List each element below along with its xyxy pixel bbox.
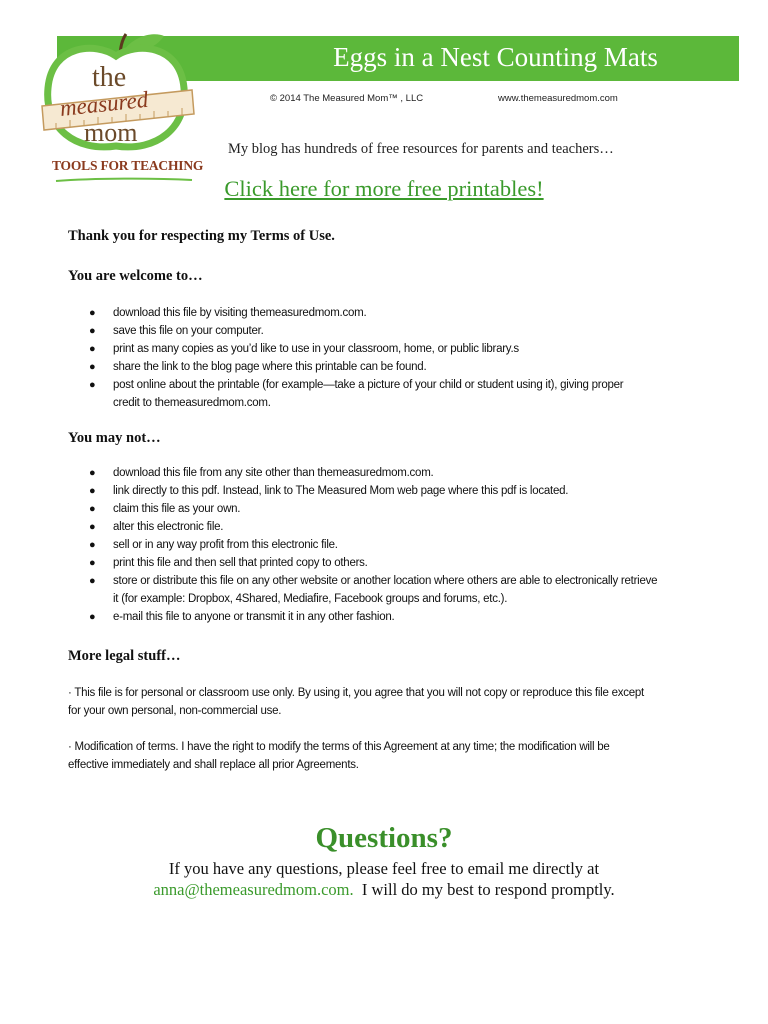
list-item: ● download this file by visiting themeasuredmom.com. (68, 304, 708, 322)
blog-description: My blog has hundreds of free resources for parents and teachers… (228, 141, 614, 157)
logo-word-measured: measured (58, 86, 150, 121)
email-link[interactable]: anna@themeasuredmom.com. (153, 880, 354, 899)
terms-of-use (68, 226, 708, 774)
bullet-icon: ● (89, 361, 96, 373)
list-item: ● store or distribute this file on any other website or another location where others are able to electronically retrieve it (for example: Dropbox, 4Shared, Mediafire, Facebook groups and forums, etc.). (68, 572, 708, 608)
bullet-icon: ● (89, 539, 96, 551)
list-item: ● alter this electronic file. (68, 518, 708, 536)
questions-heading: Questions? (315, 822, 453, 854)
questions-line-1: If you have any questions, please feel free to email me directly at (168, 859, 600, 878)
bullet-icon: ● (89, 611, 96, 623)
bullet-icon: ● (89, 485, 96, 497)
maynot-heading: You may not… (68, 430, 161, 446)
logo-word-mom: mom (84, 118, 138, 147)
logo-word-the: the (92, 62, 127, 93)
list-item: ● print as many copies as you’d like to use in your classroom, home, or public library.s (68, 340, 708, 358)
list-item: ● print this file and then sell that printed copy to others. (68, 554, 708, 572)
questions-line-2 (0, 879, 768, 901)
logo-tagline: TOOLS FOR TEACHING (52, 158, 204, 173)
list-item: ● e-mail this file to anyone or transmit it in any other fashion. (68, 608, 708, 626)
bullet-icon: ● (89, 343, 96, 355)
bullet-icon: ● (89, 503, 96, 515)
welcome-heading: You are welcome to… (68, 268, 203, 284)
list-item: ● post online about the printable (for example—take a picture of your child or student using it), giving proper credit to themeasuredmom.com. (68, 376, 708, 412)
bullet-icon: ● (89, 521, 96, 533)
copyright-notice: © 2014 The Measured Mom™ , LLC (270, 93, 424, 104)
list-item: ● share the link to the blog page where this printable can be found. (68, 358, 708, 376)
bullet-icon: ● (89, 575, 96, 587)
maynot-list (68, 464, 708, 626)
bullet-icon: ● (89, 307, 96, 319)
cta-container (0, 176, 768, 202)
list-item: ● claim this file as your own. (68, 500, 708, 518)
legal-heading: More legal stuff… (68, 648, 181, 664)
legal-personal-use: · This file is for personal or classroom use only. By using it, you agree that you will not copy or reproduce this file except for your own personal, non-commercial use. (68, 687, 644, 717)
measured-mom-logo (36, 28, 204, 192)
welcome-list (68, 304, 708, 412)
page-title: Eggs in a Nest Counting Mats (333, 42, 658, 72)
bullet-icon: ● (89, 325, 96, 337)
bullet-icon: ● (89, 379, 96, 391)
list-item: ● download this file from any site other than themeasuredmom.com. (68, 464, 708, 482)
list-item: ● sell or in any way profit from this electronic file. (68, 536, 708, 554)
website-url: www.themeasuredmom.com (498, 93, 618, 104)
bullet-icon: ● (89, 467, 96, 479)
free-printables-link[interactable]: Click here for more free printables! (224, 176, 544, 201)
bullet-icon: ● (89, 557, 96, 569)
legal-modification: · Modification of terms. I have the right to modify the terms of this Agreement at any time; the modification will be effective immediately and shall replace all prior Agreements. (68, 741, 610, 771)
list-item: ● link directly to this pdf. Instead, link to The Measured Mom web page where this pdf is located. (68, 482, 708, 500)
terms-intro: Thank you for respecting my Terms of Use. (68, 228, 335, 244)
questions-line-2-rest: I will do my best to respond promptly. (353, 880, 615, 899)
list-item: ● save this file on your computer. (68, 322, 708, 340)
